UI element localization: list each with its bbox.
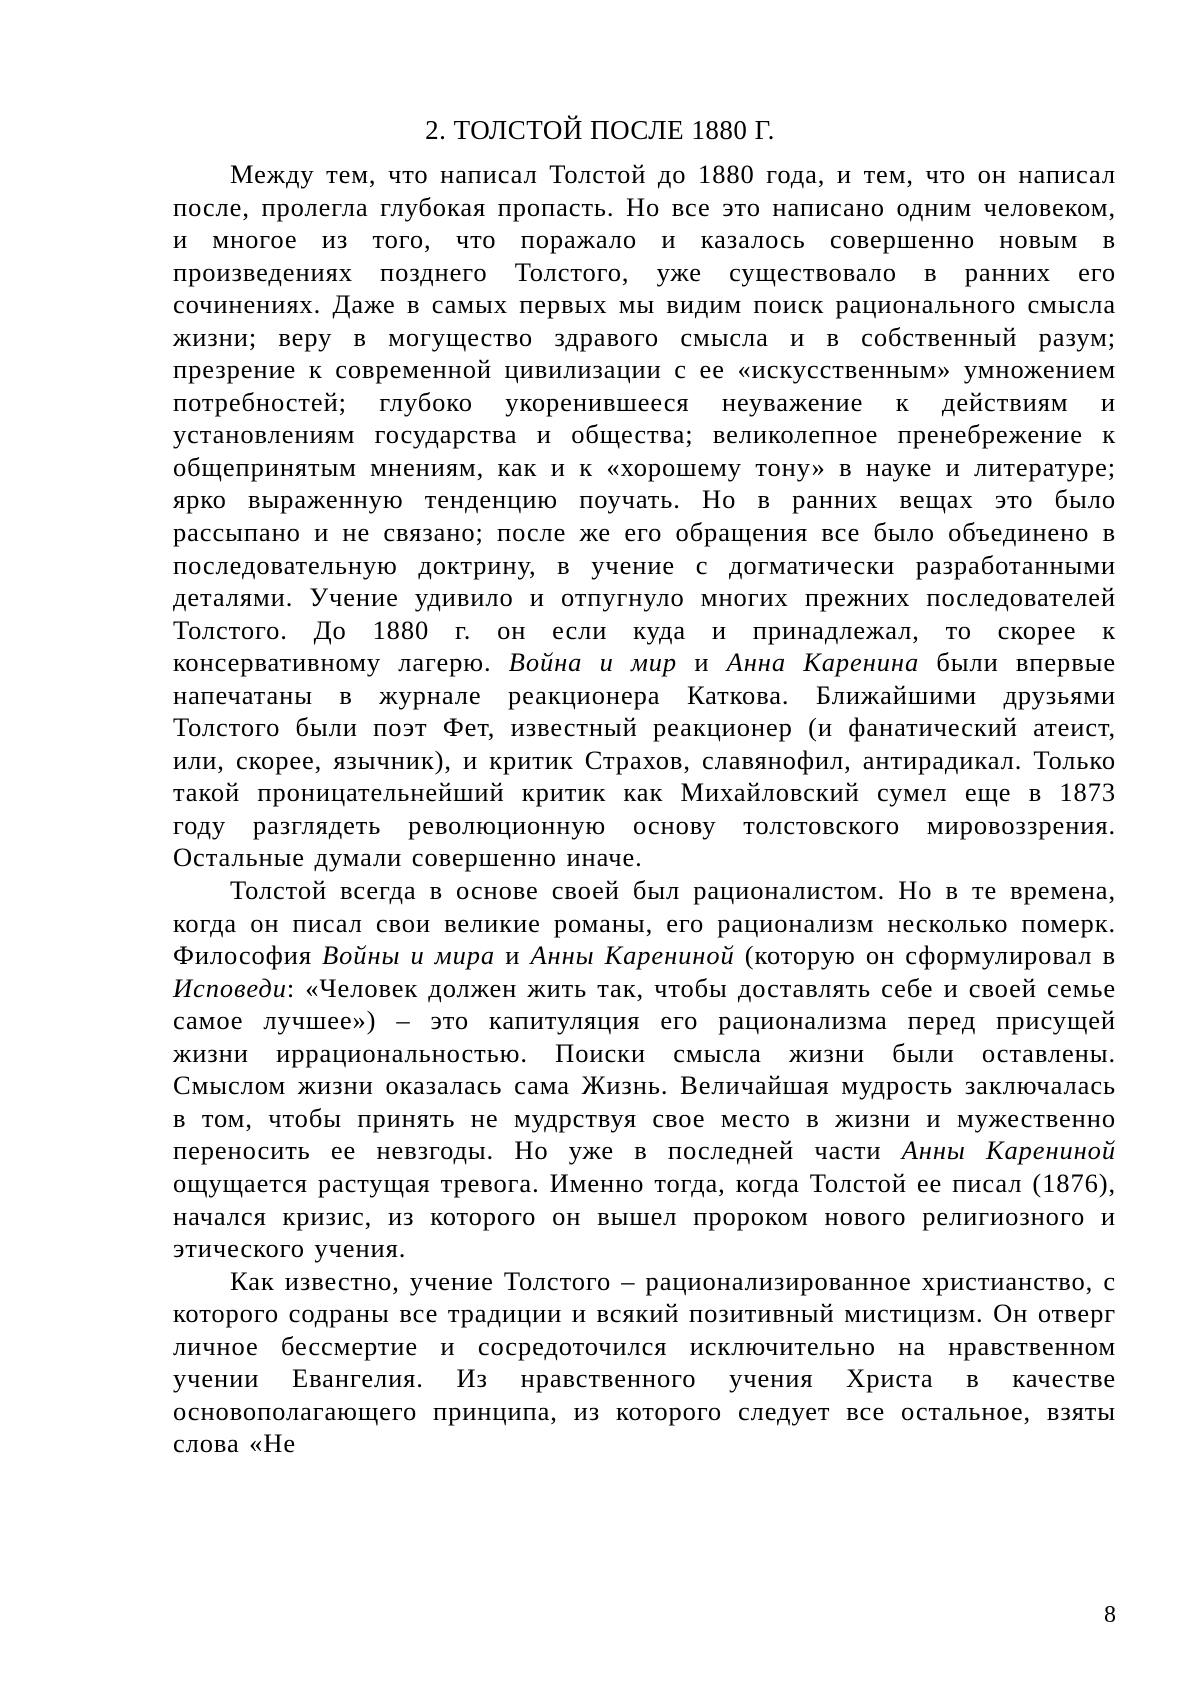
paragraph-3: [173, 1265, 1116, 1460]
italic-title-text: Войны и мира: [322, 940, 496, 971]
italic-title-text: Анны Карениной: [530, 940, 735, 971]
page-number: 8: [1104, 1602, 1116, 1628]
paragraph-text: Между тем, что написал Толстой до 1880 года, и тем, что он написал после, пролегла глубокая пропасть. Но все это написано одним человеком, и многое из того, что поражало и казалось совершенно новым в произведениях позднего Толстого, уже существовало в ранних его сочинениях. Даже в самых первых мы видим поиск рационального смысла жизни; веру в могущество здравого смысла и в собственный разум; презрение к современной цивилизации с ее «искусственным» умножением потребностей; глубоко укоренившееся неуважение к действиям и установлениям государства и общества; великолепное пренебрежение к общепринятым мнениям, как и к «хорошему тону» в науке и литературе; ярко выраженную тенденцию поучать. Но в ранних вещах это было рассыпано и не связано; после же его обращения все было объединено в последовательную доктрину, в учение с догматически разработанными деталями. Учение удивило и отпугнуло многих прежних последователей Толстого. До 1880 г. он если куда и принадлежал, то скорее к консервативному лагерю.: [173, 159, 1116, 678]
paragraph-text: (которую он сформулировал в: [734, 940, 1116, 971]
chapter-title: 2. ТОЛСТОЙ ПОСЛЕ 1880 Г.: [425, 115, 775, 145]
italic-title-text: Анны Карениной: [901, 1135, 1116, 1166]
paragraph-text: ощущается растущая тревога. Именно тогда, когда Толстой ее писал (1876), начался кризис, из которого он вышел пророком нового религиозного и этического учения.: [173, 1167, 1116, 1264]
body-text: [173, 158, 1116, 1460]
italic-title-text: Анна Каренина: [726, 647, 920, 678]
paragraph-text: : «Человек должен жить так, чтобы доставлять себе и своей семье самое лучшее») – это капитуляция его рационализма перед присущей жизни иррациональностью. Поиски смысла жизни были оставлены. Смыслом жизни оказалась сама Жизнь. Величайшая мудрость заключалась в том, чтобы принять не мудрствуя свое место в жизни и мужественно переносить ее невзгоды. Но уже в последней части: [173, 972, 1116, 1166]
paragraph-2: [173, 874, 1116, 1265]
italic-title-text: Война и мир: [508, 647, 678, 678]
paragraph-text: Толстой всегда в основе своей был рационалистом. Но в те времена, когда он писал свои великие романы, его рационализм несколько померк. Философия: [173, 875, 1116, 971]
paragraph-text: Как известно, учение Толстого – рационализированное христианство, с которого содраны все традиции и всякий позитивный мистицизм. Он отверг личное бессмертие и сосредоточился исключительно на нравственном учении Евангелия. Из нравственного учения Христа в качестве основополагающего принципа, из которого следует все остальное, взяты слова «Не: [173, 1265, 1116, 1459]
paragraph-text: и: [677, 647, 727, 678]
paragraph-1: [173, 158, 1116, 874]
paragraph-text: были впервые напечатаны в журнале реакционера Каткова. Ближайшими друзьями Толстого были поэт Фет, известный реакционер (и фанатический атеист, или, скорее, язычник), и критик Страхов, славянофил, антирадикал. Только такой проницательнейший критик как Михайловский сумел еще в 1873 году разглядеть революционную основу толстовского мировоззрения. Остальные думали совершенно иначе.: [173, 647, 1116, 873]
paragraph-text: и: [495, 940, 531, 971]
italic-title-text: Исповеди: [173, 972, 287, 1003]
